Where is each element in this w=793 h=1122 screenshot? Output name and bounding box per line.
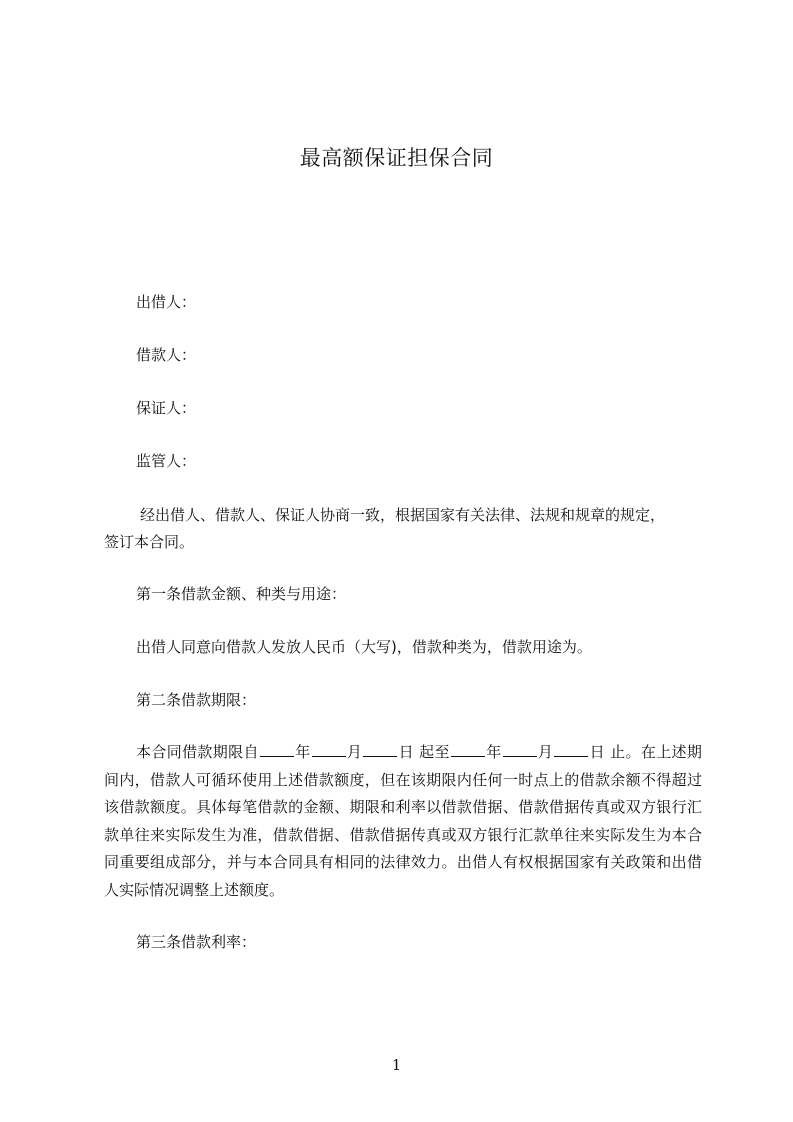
end-day-label: 日 — [589, 743, 605, 761]
article-2-end: 止。在 — [610, 743, 657, 761]
start-month-label: 月 — [346, 743, 363, 761]
start-day-blank — [363, 741, 397, 757]
start-day-label: 日 — [398, 743, 414, 761]
article-3-heading: 第三条借款利率： — [136, 933, 257, 951]
article-2-intro: 本合同借款期限自 — [136, 743, 259, 761]
article-2-rest: 上述期间内，借款人可循环使用上述借款额度，但在该期限内任何一时点上的借款余额不得超过该借款额度。具体每笔借款的金额、期限和利率以借款借据、借款借据传真或双方银行汇款单往来实际发生为准，借款借据、借款借据传真或双方银行汇款单往来实际发生为本合同重要组成部分，并与本合同具有相同的法律效力。出借人有权根据国家有关政策和出借人实际情况调整上述额度。 — [104, 743, 702, 899]
preamble-line-2: 签订本合同。 — [104, 533, 195, 551]
lender-label: 出借人： — [136, 293, 197, 311]
end-year-label: 年 — [485, 743, 502, 761]
page-number: 1 — [391, 1056, 402, 1074]
preamble-line-1: 经出借人、借款人、保证人协商一致，根据国家有关法律、法规和规章的规定， — [140, 506, 666, 524]
article-2-paragraph — [104, 739, 702, 904]
end-month-blank — [503, 741, 537, 757]
article-1-body: 出借人同意向借款人发放人民币（大写)，借款种类为，借款用途为。 — [136, 638, 592, 656]
end-year-blank — [451, 741, 485, 757]
start-month-blank — [312, 741, 346, 757]
article-2-heading: 第二条借款期限： — [136, 691, 257, 709]
end-day-blank — [554, 741, 588, 757]
document-title: 最高额保证担保合同 — [299, 146, 494, 170]
start-year-label: 年 — [294, 743, 311, 761]
supervisor-label: 监管人： — [136, 452, 197, 470]
article-1-heading: 第一条借款金额、种类与用途： — [136, 585, 347, 603]
start-year-blank — [260, 741, 294, 757]
guarantor-label: 保证人： — [136, 399, 197, 417]
borrower-label: 借款人： — [136, 346, 197, 364]
from-to-label: 起至 — [419, 743, 450, 761]
end-month-label: 月 — [537, 743, 554, 761]
